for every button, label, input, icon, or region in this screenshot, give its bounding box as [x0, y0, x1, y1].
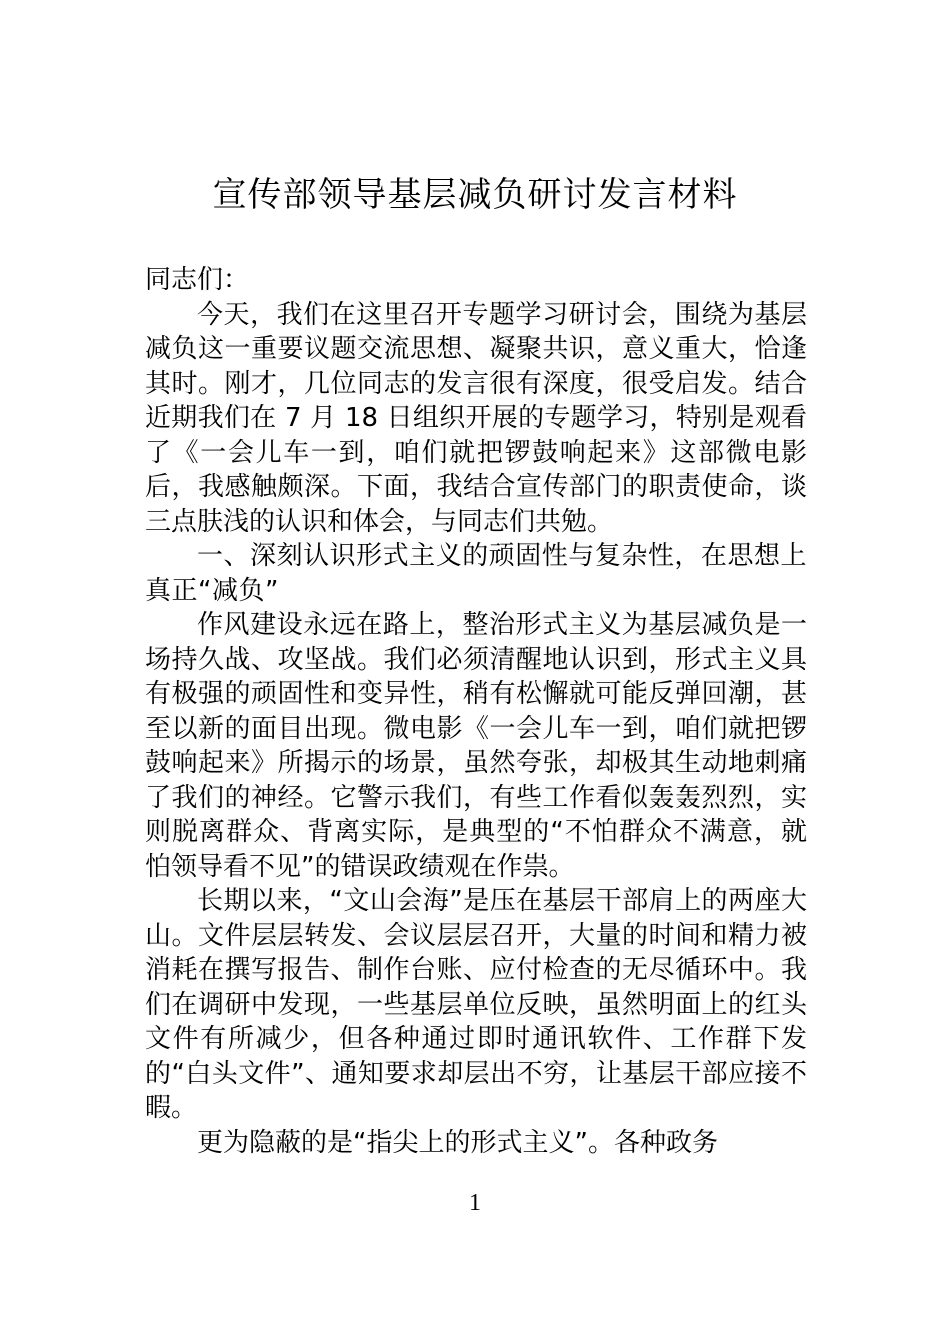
- document-body: [145, 263, 807, 1160]
- paragraph-intro: 今天，我们在这里召开专题学习研讨会，围绕为基层减负这一重要议题交流思想、凝聚共识，意义重大，恰逢其时。刚才，几位同志的发言很有深度，很受启发。结合近期我们在 7 月 18 日组织开展的专题学习，特别是观看了《一会儿车一到，咱们就把锣鼓响起来》这部微电影后，我感触颇深。下面，我结合宣传部门的职责使命，谈三点肤浅的认识和体会，与同志们共勉。: [145, 299, 807, 537]
- section-heading-one: 一、深刻认识形式主义的顽固性与复杂性，在思想上真正“减负”: [145, 541, 807, 606]
- salutation: 同志们：: [145, 265, 250, 295]
- paragraph-fingertip-formalism: 更为隐蔽的是“指尖上的形式主义”。各种政务: [197, 1127, 718, 1158]
- paragraph-formalism: 作风建设永远在路上，整治形式主义为基层减负是一场持久战、攻坚战。我们必须清醒地认识到，形式主义具有极强的顽固性和变异性，稍有松懈就可能反弹回潮，甚至以新的面目出现。微电影《一会儿车一到，咱们就把锣鼓响起来》所揭示的场景，虽然夸张，却极其生动地刺痛了我们的神经。它警示我们，有些工作看似轰轰烈烈，实则脱离群众、背离实际，是典型的“不怕群众不满意，就怕领导看不见”的错误政绩观在作祟。: [145, 610, 807, 882]
- paragraph-documents-meetings: 长期以来，“文山会海”是压在基层干部肩上的两座大山。文件层层转发、会议层层召开，大量的时间和精力被消耗在撰写报告、制作台账、应付检查的无尽循环中。我们在调研中发现，一些基层单位反映，虽然明面上的红头文件有所减少，但各种通过即时通讯软件、工作群下发的“白头文件”、通知要求却层出不穷，让基层干部应接不暇。: [145, 886, 807, 1123]
- page-number: 1: [469, 1190, 481, 1216]
- document-title: 宣传部领导基层减负研讨发言材料: [212, 175, 738, 215]
